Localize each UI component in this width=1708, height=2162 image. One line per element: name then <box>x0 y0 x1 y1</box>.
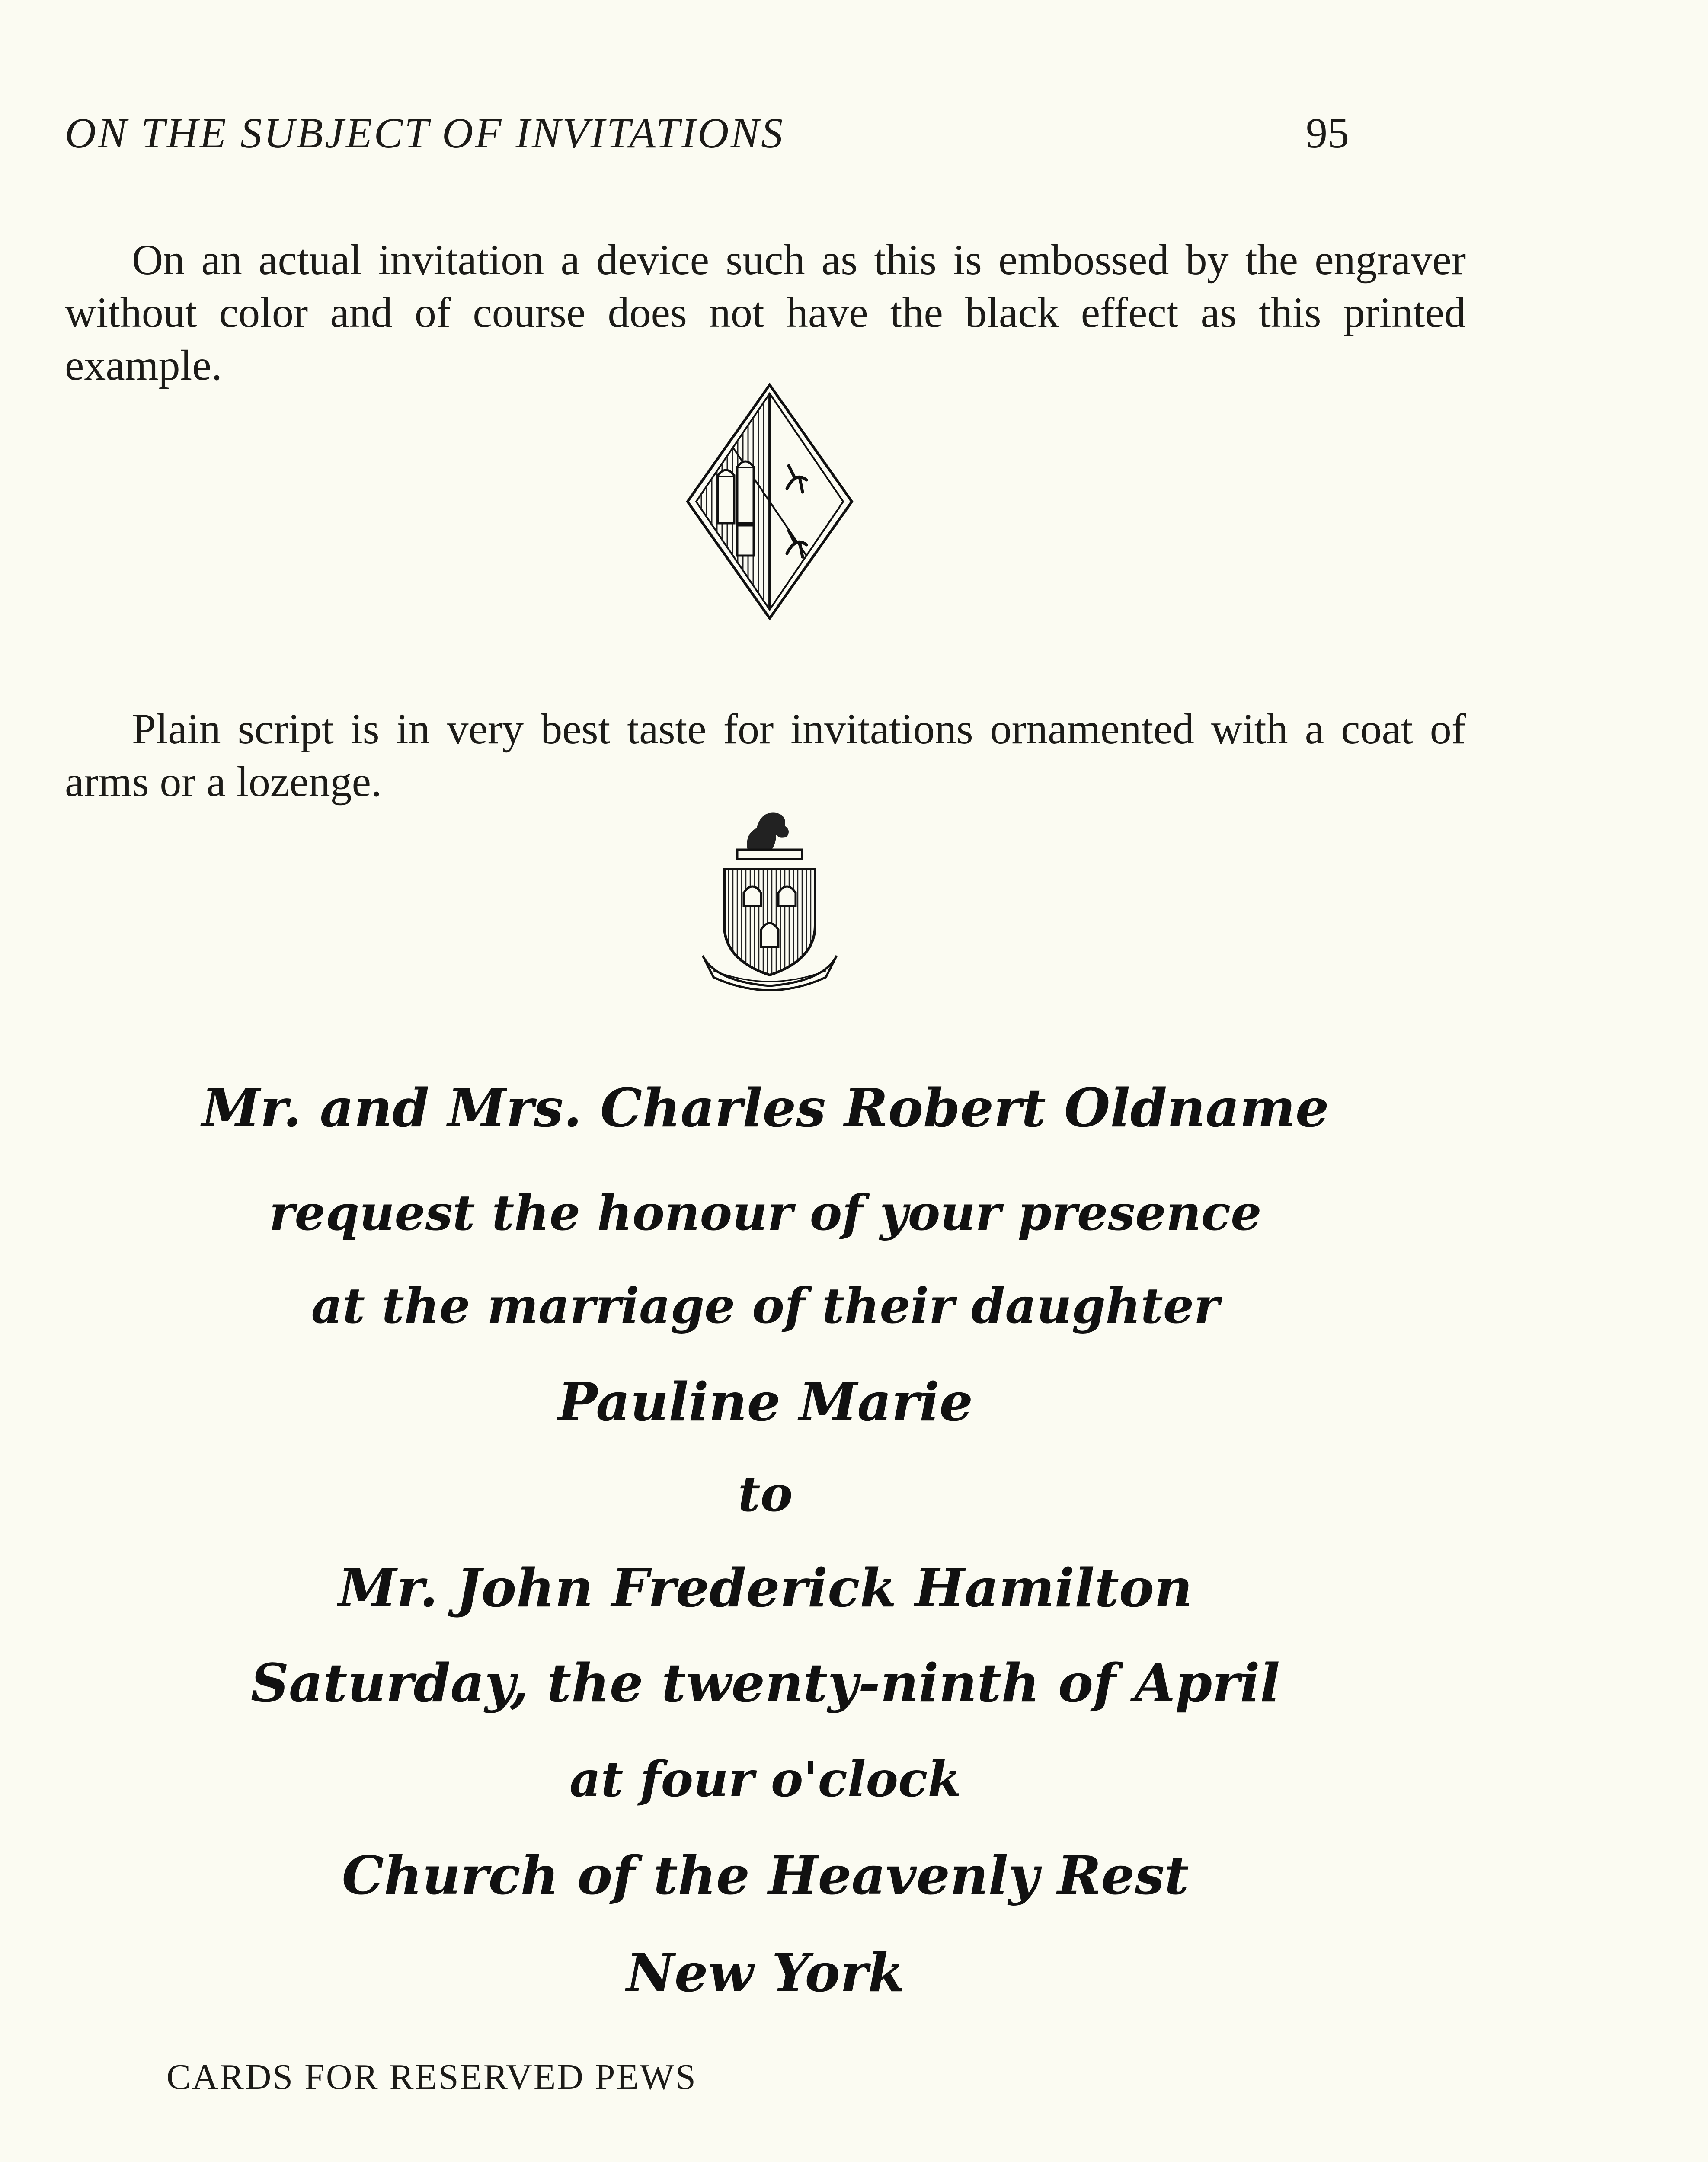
invitation-time: at four o'clock <box>569 1751 961 1808</box>
invitation-hosts: Mr. and Mrs. Charles Robert Oldname <box>202 1077 1329 1139</box>
invitation-bride-name: Pauline Marie <box>557 1371 973 1433</box>
intro-paragraph: On an actual invitation a device such as this is embossed by the engraver without color and of course does not have the black effect as this printed example. <box>65 236 1466 389</box>
running-title: ON THE SUBJECT OF INVITATIONS <box>65 109 785 157</box>
invitation-groom-name: Mr. John Frederick Hamilton <box>338 1557 1193 1619</box>
lozenge-shield-icon <box>683 381 856 623</box>
invitation-city: New York <box>626 1941 905 2004</box>
invitation-date: Saturday, the twenty-ninth of April <box>250 1652 1280 1714</box>
invitation-request-line: request the honour of your presence <box>269 1185 1262 1241</box>
page-number: 95 <box>1306 109 1349 157</box>
script-paragraph: Plain script is in very best taste for invitations ornamented with a coat of arms or a lozenge. <box>65 705 1466 806</box>
invitation-occasion-line: at the marriage of their daughter <box>311 1278 1220 1334</box>
lion-crest-icon <box>696 804 843 1003</box>
invitation-place: Church of the Heavenly Rest <box>342 1844 1189 1906</box>
section-heading: CARDS FOR RESERVED PEWS <box>166 2057 697 2097</box>
invitation-to-line: to <box>738 1466 793 1522</box>
